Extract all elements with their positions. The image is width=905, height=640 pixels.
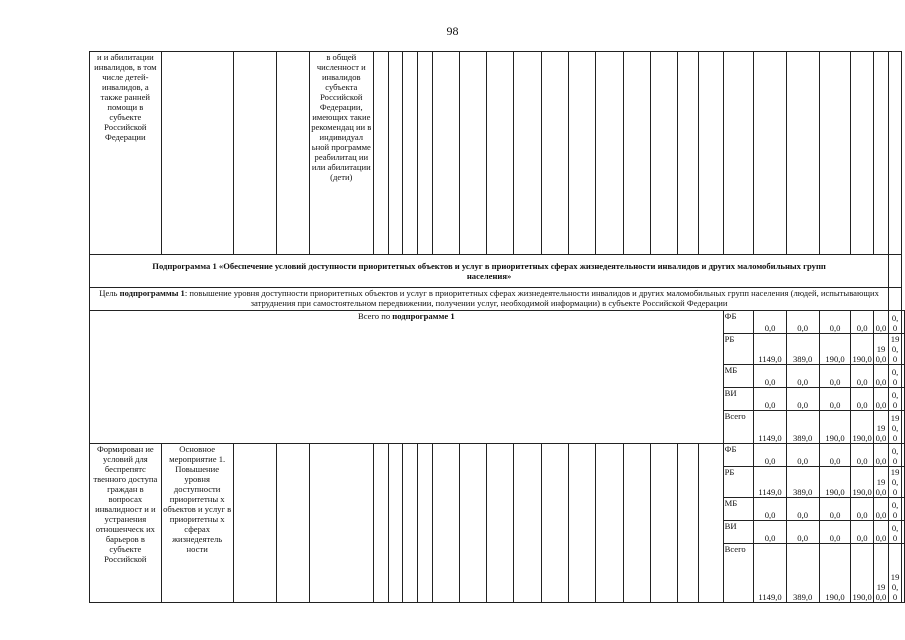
page-number: 98 (446, 24, 459, 38)
empty-cell (161, 52, 233, 255)
empty-cell (819, 52, 851, 255)
funding-source-code: РБ (723, 334, 754, 365)
empty-cell (650, 444, 677, 603)
table-row (90, 52, 905, 255)
empty-cell (568, 52, 595, 255)
value-cell: 190,0 (819, 467, 851, 498)
value-cell: 0,0 (873, 521, 888, 544)
value-cell: 1149,0 (754, 334, 786, 365)
value-cell: 190,0 (889, 467, 902, 498)
funding-source-code: РБ (723, 467, 754, 498)
empty-cell (786, 52, 819, 255)
empty-cell (902, 521, 905, 544)
empty-cell (723, 52, 754, 255)
empty-cell (623, 52, 650, 255)
value-cell: 389,0 (786, 334, 819, 365)
empty-cell (902, 444, 905, 467)
value-cell: 190,0 (889, 411, 902, 444)
value-cell: 190,0 (851, 467, 873, 498)
value-cell: 0,0 (786, 388, 819, 411)
value-cell: 1149,0 (754, 467, 786, 498)
value-cell: 0,0 (851, 498, 873, 521)
empty-cell (596, 444, 623, 603)
goal-text: : повышение уровня доступности приоритетных объектов и услуг в приоритетных сферах жизнедеятельности инвалидов и других маломобильных групп населения (людей, испытывающих затруднения при самостоятельном передвижении, получении услуг, необходимой информации) в субъекте Российской Федерации (184, 288, 879, 308)
value-cell: 190,0 (851, 544, 873, 603)
funding-source-code: МБ (723, 365, 754, 388)
empty-cell (417, 52, 432, 255)
total-label-bold: подпрограмме 1 (392, 311, 455, 321)
value-cell: 0,0 (873, 311, 888, 334)
value-cell: 0,0 (786, 498, 819, 521)
value-cell: 190,0 (873, 411, 888, 444)
value-cell: 190,0 (889, 334, 902, 365)
empty-cell (699, 52, 724, 255)
value-cell: 0,0 (819, 311, 851, 334)
value-cell: 0,0 (889, 388, 902, 411)
empty-cell (373, 444, 388, 603)
value-cell: 0,0 (786, 365, 819, 388)
empty-cell (309, 444, 373, 603)
total-label (90, 311, 724, 444)
value-cell: 0,0 (819, 444, 851, 467)
value-cell: 190,0 (889, 544, 902, 603)
empty-cell (754, 52, 786, 255)
empty-cell (902, 311, 905, 334)
value-cell: 0,0 (754, 521, 786, 544)
value-cell: 190,0 (873, 544, 888, 603)
value-cell: 0,0 (786, 444, 819, 467)
empty-cell (417, 444, 432, 603)
empty-cell (902, 498, 905, 521)
empty-cell (487, 444, 514, 603)
value-cell: 190,0 (819, 411, 851, 444)
empty-cell (233, 444, 276, 603)
table-row (90, 288, 905, 311)
empty-cell (902, 365, 905, 388)
empty-cell (459, 52, 486, 255)
empty-cell (541, 52, 568, 255)
empty-cell (514, 52, 541, 255)
funding-source-code: ФБ (723, 311, 754, 334)
value-cell: 0,0 (851, 388, 873, 411)
value-cell: 389,0 (786, 467, 819, 498)
value-cell: 0,0 (754, 311, 786, 334)
value-cell: 0,0 (889, 365, 902, 388)
value-cell: 0,0 (873, 388, 888, 411)
empty-cell (373, 52, 388, 255)
value-cell: 0,0 (754, 444, 786, 467)
funding-source-code: Всего (723, 411, 754, 444)
empty-cell (541, 444, 568, 603)
goal-prefix: Цель (99, 288, 120, 298)
value-cell: 0,0 (889, 444, 902, 467)
goal-bold: подпрограммы 1 (119, 288, 185, 298)
total-label-prefix: Всего по (358, 311, 393, 321)
value-cell: 190,0 (873, 334, 888, 365)
activity-goal-cell: Формирован ие условий для беспрепятс твенного доступа граждан в вопросах инвалидност и и устранения отношенческ их барьеров в субъекте Российской (90, 444, 162, 603)
empty-cell (403, 444, 418, 603)
value-cell: 0,0 (819, 521, 851, 544)
value-cell: 0,0 (819, 498, 851, 521)
value-cell: 0,0 (889, 521, 902, 544)
empty-cell (388, 52, 403, 255)
empty-cell (699, 444, 724, 603)
value-cell: 190,0 (873, 467, 888, 498)
empty-cell (403, 52, 418, 255)
value-cell: 1149,0 (754, 411, 786, 444)
value-cell: 389,0 (786, 411, 819, 444)
value-cell: 0,0 (851, 521, 873, 544)
empty-cell (851, 52, 873, 255)
funding-source-code: ВИ (723, 388, 754, 411)
subprogram-goal (90, 288, 889, 311)
funding-source-code: Всего (723, 544, 754, 603)
value-cell: 0,0 (851, 444, 873, 467)
empty-cell (889, 255, 902, 288)
funding-source-code: МБ (723, 498, 754, 521)
value-cell: 0,0 (889, 498, 902, 521)
empty-cell (902, 411, 905, 444)
empty-cell (233, 52, 276, 255)
activity-name-cell: и и абилитации инвалидов, в том числе детей-инвалидов, а также ранней помощи в субъекте Российской Федерации (90, 52, 162, 255)
value-cell: 190,0 (819, 334, 851, 365)
program-table (89, 51, 905, 603)
value-cell: 0,0 (851, 365, 873, 388)
value-cell: 0,0 (873, 444, 888, 467)
empty-cell (678, 52, 699, 255)
table-row (90, 444, 905, 467)
empty-cell (388, 444, 403, 603)
value-cell: 0,0 (754, 388, 786, 411)
empty-cell (432, 52, 459, 255)
empty-cell (873, 52, 888, 255)
table-row (90, 255, 905, 288)
empty-cell (487, 52, 514, 255)
value-cell: 389,0 (786, 544, 819, 603)
value-cell: 0,0 (819, 388, 851, 411)
value-cell: 0,0 (873, 365, 888, 388)
empty-cell (596, 52, 623, 255)
empty-cell (889, 288, 902, 311)
main-activity-cell: Основное мероприятие 1. Повышение уровня доступности приоритетны х объектов и услуг в приоритетны х сферах жизнедеятель ности (161, 444, 233, 603)
value-cell: 0,0 (754, 365, 786, 388)
empty-cell (902, 334, 905, 365)
empty-cell (650, 52, 677, 255)
value-cell: 190,0 (851, 411, 873, 444)
empty-cell (568, 444, 595, 603)
empty-cell (889, 52, 902, 255)
value-cell: 0,0 (851, 311, 873, 334)
table-row (90, 311, 905, 334)
empty-cell (514, 444, 541, 603)
value-cell: 190,0 (851, 334, 873, 365)
subprogram-header: Подпрограмма 1 «Обеспечение условий доступности приоритетных объектов и услуг в приоритетных сферах жизнедеятельности инвалидов и других маломобильных групп населения» (90, 255, 889, 288)
empty-cell (623, 444, 650, 603)
value-cell: 0,0 (873, 498, 888, 521)
value-cell: 0,0 (754, 498, 786, 521)
empty-cell (902, 388, 905, 411)
funding-source-code: ФБ (723, 444, 754, 467)
funding-source-code: ВИ (723, 521, 754, 544)
empty-cell (432, 444, 459, 603)
value-cell: 190,0 (819, 544, 851, 603)
value-cell: 0,0 (889, 311, 902, 334)
value-cell: 0,0 (786, 311, 819, 334)
value-cell: 0,0 (819, 365, 851, 388)
empty-cell (902, 467, 905, 498)
empty-cell (277, 444, 310, 603)
empty-cell (678, 444, 699, 603)
value-cell: 1149,0 (754, 544, 786, 603)
empty-cell (459, 444, 486, 603)
value-cell: 0,0 (786, 521, 819, 544)
indicator-name-cell: в общей численност и инвалидов субъекта Российской Федерации, имеющих такие рекомендац ии в индивидуал ьной программе реабилитац ии или абилитации (дети) (309, 52, 373, 255)
empty-cell (902, 544, 905, 603)
empty-cell (277, 52, 310, 255)
